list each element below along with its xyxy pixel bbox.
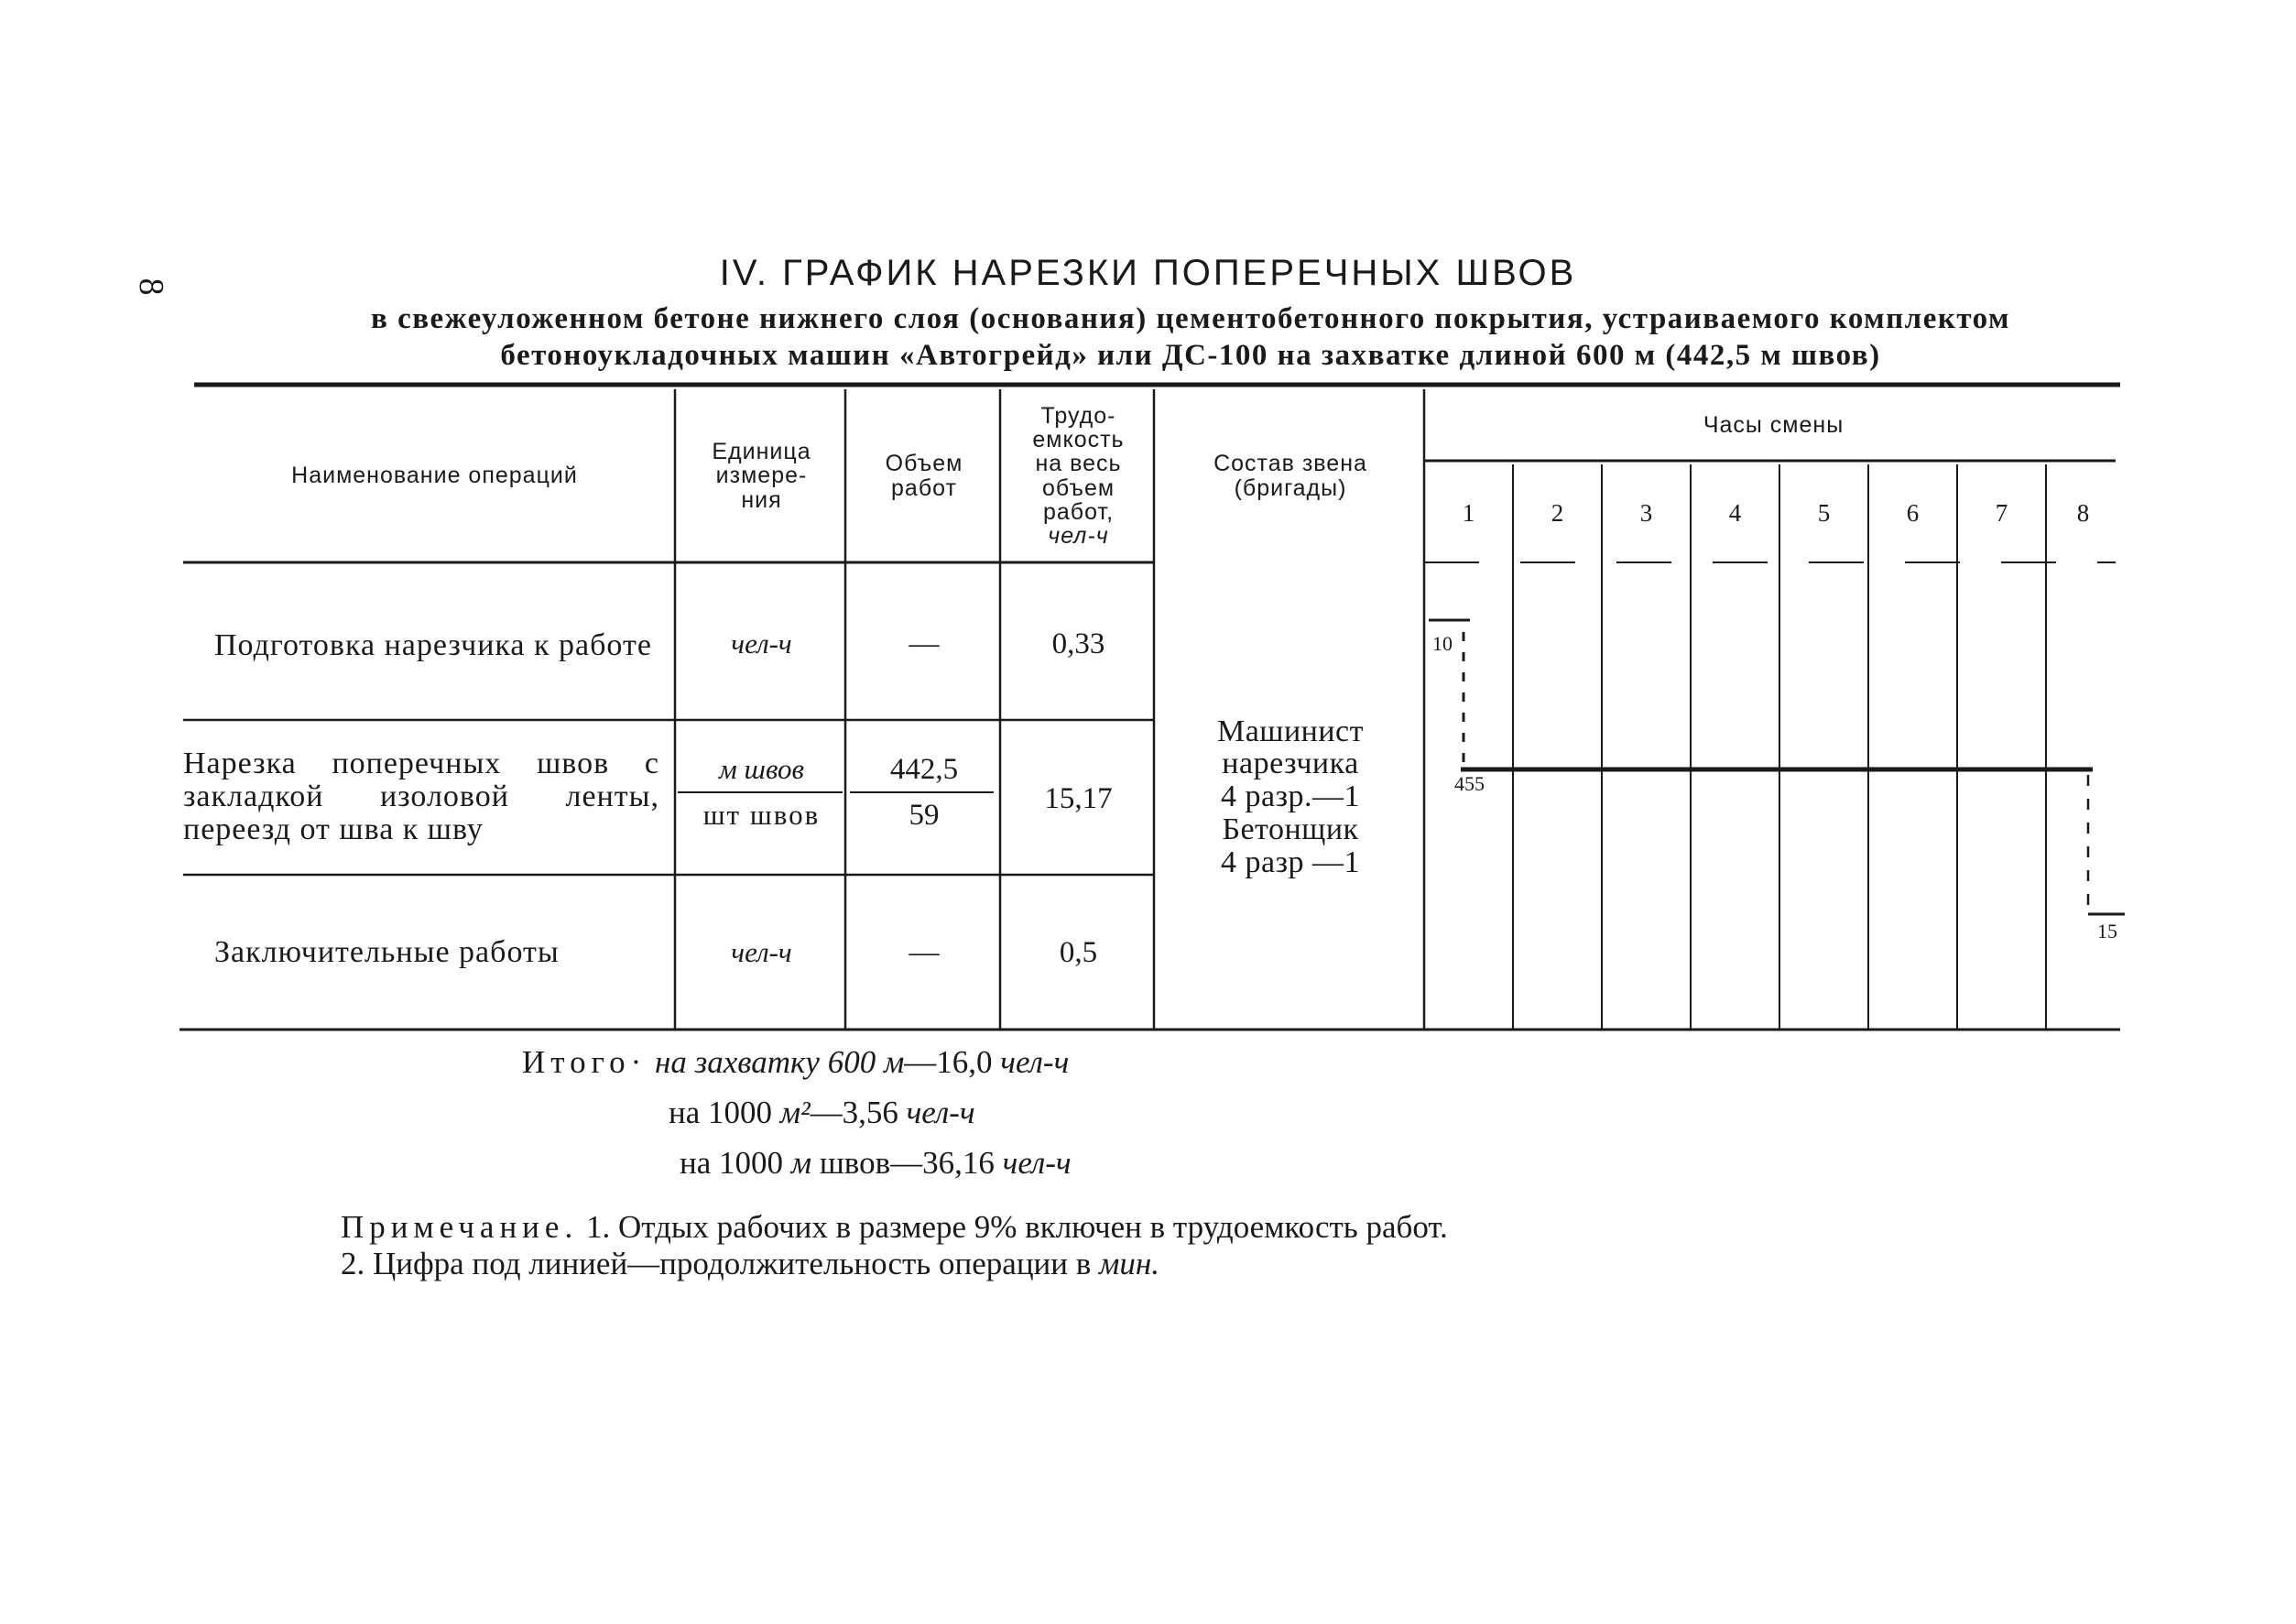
page-title: IV. ГРАФИК НАРЕЗКИ ПОПЕРЕЧНЫХ ШВОВ bbox=[719, 253, 1577, 293]
totals-line1-prefix: на захватку 600 bbox=[655, 1044, 876, 1080]
crew-line-4: Бетонщик bbox=[1222, 812, 1359, 846]
hour-1: 1 bbox=[1462, 498, 1475, 527]
subtitle-line-2: бетоноукладочных машин «Автогрейд» или ДС-100 на захватке длиной 600 м (442,5 м швов) bbox=[500, 339, 1881, 372]
crew-line-3: 4 разр.—1 bbox=[1220, 779, 1361, 814]
hour-4: 4 bbox=[1728, 498, 1742, 527]
totals-line3-value: швов—36,16 bbox=[819, 1145, 995, 1181]
totals-line2-prefix: на 1000 bbox=[669, 1095, 773, 1130]
totals-line3-unit: м bbox=[790, 1145, 812, 1181]
totals-line2-suffix: чел-ч bbox=[906, 1095, 975, 1130]
row1-labor: 0,33 bbox=[1051, 627, 1105, 660]
row1-volume: — bbox=[909, 627, 940, 660]
hour-8: 8 bbox=[2076, 498, 2090, 527]
row2-labor: 15,17 bbox=[1044, 782, 1113, 815]
duration-label-preparation: 10 bbox=[1432, 632, 1453, 655]
hour-5: 5 bbox=[1817, 498, 1831, 527]
totals-line2-value: —3,56 bbox=[810, 1095, 898, 1130]
row3-labor: 0,5 bbox=[1059, 935, 1098, 969]
note-line-1 bbox=[341, 1209, 1448, 1246]
row3-volume: — bbox=[909, 935, 940, 969]
header-labor-text: Трудо-емкость на весь объем работ, bbox=[1032, 402, 1125, 525]
crew-composition bbox=[1157, 568, 1424, 1026]
header-labor bbox=[1003, 389, 1154, 562]
note-line-2 bbox=[341, 1246, 1159, 1282]
subtitle-line-1: в свежеуложенном бетоне нижнего слоя (основания) цементобетонного покрытия, устраиваемого комплектом bbox=[371, 302, 2010, 335]
hour-6: 6 bbox=[1906, 498, 1920, 527]
crew-line-2: нарезчика bbox=[1222, 747, 1359, 781]
header-hours: Часы смены bbox=[1703, 411, 1844, 438]
header-crew: Состав звена (бригады) bbox=[1213, 451, 1367, 501]
row2-volume-top: 442,5 bbox=[889, 752, 959, 786]
totals-line1-value: —16,0 bbox=[904, 1044, 993, 1080]
hour-7: 7 bbox=[1995, 498, 2008, 527]
header-operation: Наименование операций bbox=[291, 463, 578, 489]
crew-line-5: 4 разр —1 bbox=[1220, 845, 1361, 879]
totals-line3-suffix: чел-ч bbox=[1002, 1145, 1072, 1181]
crew-line-1: Машинист bbox=[1216, 714, 1365, 748]
duration-label-final: 15 bbox=[2097, 920, 2117, 943]
totals-line-1 bbox=[522, 1044, 1069, 1081]
hour-3: 3 bbox=[1639, 498, 1653, 527]
row3-unit: чел-ч bbox=[731, 936, 792, 968]
header-volume: Объем работ bbox=[885, 451, 963, 501]
totals-line3-prefix: на 1000 bbox=[680, 1145, 784, 1181]
hour-2: 2 bbox=[1551, 498, 1564, 527]
row2-volume-bottom: 59 bbox=[909, 798, 940, 832]
totals-line2-unit: м² bbox=[779, 1095, 811, 1130]
note-2-unit: мин. bbox=[1099, 1246, 1159, 1281]
row2-unit-bottom: шт швов bbox=[702, 799, 821, 831]
row2-operation: Нарезка поперечных швов с закладкой изоловой ленты, переезд от шва к шву bbox=[183, 747, 659, 846]
totals-label: Итого· bbox=[522, 1044, 647, 1080]
totals-line-2 bbox=[669, 1095, 975, 1131]
row3-operation: Заключительные работы bbox=[214, 935, 560, 970]
duration-label-cutting: 455 bbox=[1454, 772, 1485, 795]
note-2: 2. Цифра под линией—продолжительность операции в bbox=[341, 1246, 1092, 1281]
totals-line1-unit: м bbox=[883, 1044, 905, 1080]
row1-unit: чел-ч bbox=[731, 627, 792, 659]
header-unit: Единица измере-ния bbox=[712, 439, 811, 513]
totals-line-3 bbox=[680, 1145, 1072, 1182]
totals-line1-suffix: чел-ч bbox=[1000, 1044, 1070, 1080]
row1-operation: Подготовка нарезчика к работе bbox=[214, 628, 652, 663]
page-number: 8 bbox=[132, 278, 170, 296]
note-label: Примечание. bbox=[341, 1209, 579, 1245]
row2-unit-top: м швов bbox=[719, 753, 804, 785]
note-1: 1. Отдых рабочих в размере 9% включен в трудоемкость работ. bbox=[585, 1209, 1448, 1245]
header-labor-unit: чел-ч bbox=[1048, 523, 1109, 549]
